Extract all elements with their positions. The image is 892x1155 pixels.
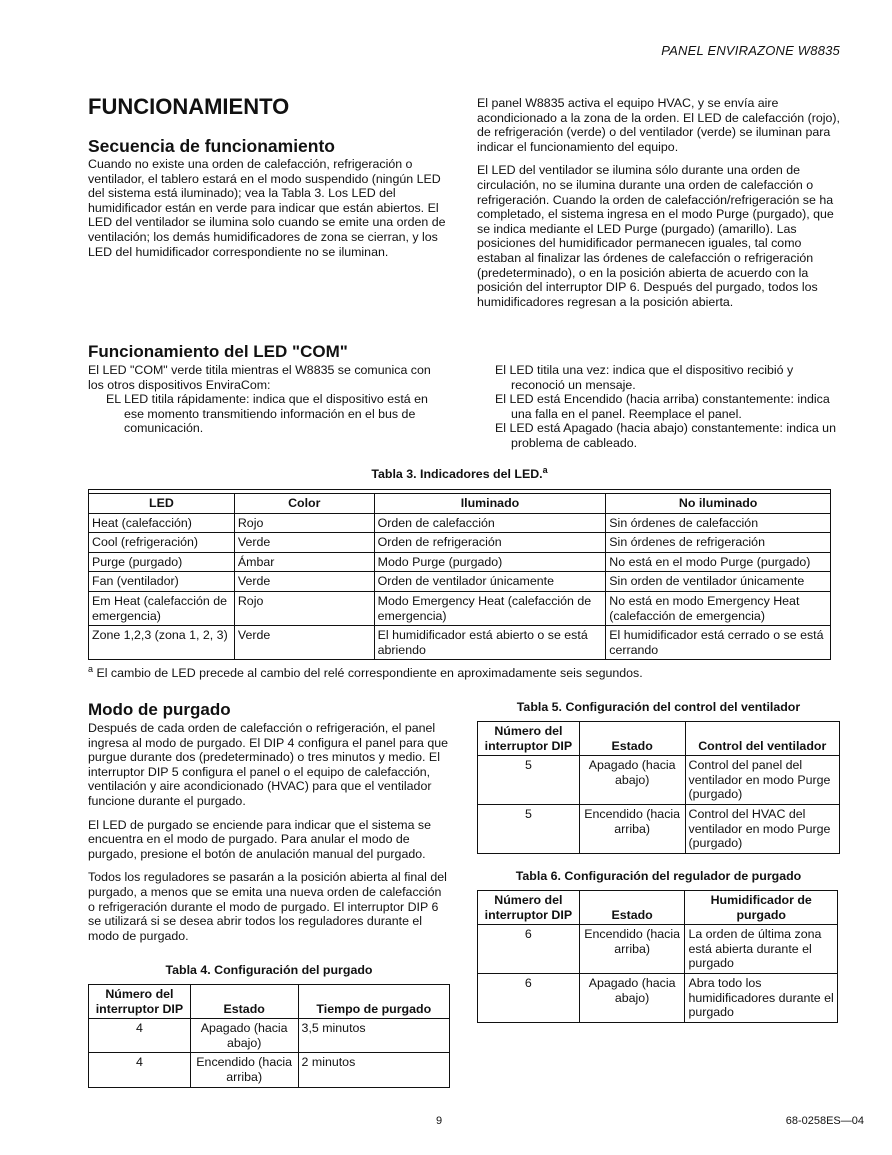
paragraph: Todos los reguladores se pasarán a la posición abierta al final del purgado, a menos que se emita una nueva orden de calefacción o refrigeración durante el modo de purgado. El interruptor DIP 6 se utilizará si se desea abrir todos los reguladores durante el modo de purgado. [88,870,447,943]
led-com-left-column [88,363,450,436]
table3-caption [88,464,831,482]
secuencia-right-column [477,96,843,309]
table3-footnote [88,663,831,681]
table-cell: 3,5 minutos [298,1019,449,1053]
column-header: Estado [190,985,298,1019]
table-row [478,925,838,974]
table-cell: Orden de calefacción [374,513,606,533]
table-cell: Ámbar [234,552,374,572]
column-header: Número del interruptor DIP [478,722,580,756]
subheading-secuencia: Secuencia de funcionamiento [88,136,335,156]
table-cell: Verde [234,626,374,660]
table-header-row [89,494,831,514]
table-cell: La orden de última zona está abierta durante el purgado [685,925,838,974]
table-cell: Sin órdenes de refrigeración [606,533,831,553]
table-cell: Control del HVAC del ventilador en modo Purge (purgado) [685,804,839,853]
list-item: El LED titila una vez: indica que el dispositivo recibió y reconoció un mensaje. [495,363,794,392]
table-row [89,1019,450,1053]
table-cell: Verde [234,572,374,592]
table-cell: 2 minutos [298,1053,449,1087]
table-cell: 4 [89,1053,191,1087]
column-header: Estado [579,891,685,925]
column-header: Tiempo de purgado [298,985,449,1019]
section-heading-funcionamiento: FUNCIONAMIENTO [88,94,290,119]
caption-text: Tabla 3. Indicadores del LED. [371,467,543,481]
secuencia-left-paragraph [88,157,450,259]
table-row [478,973,838,1022]
table-cell: 6 [478,925,580,974]
table-cell: Em Heat (calefacción de emergencia) [89,591,235,625]
table-cell: Fan (ventilador) [89,572,235,592]
table-row [89,533,831,553]
table4-purge-config [88,984,450,1088]
list-item: El LED está Encendido (hacia arriba) constantemente: indica una falla en el panel. Reemplace el panel. [495,392,830,421]
table-cell: 5 [478,804,580,853]
table-cell: Abra todo los humidificadores durante el purgado [685,973,838,1022]
table6-damper-config [477,890,838,1023]
list-item: EL LED titila rápidamente: indica que el dispositivo está en ese momento transmitiendo información en el bus de comunicación. [106,392,428,436]
table-cell: Apagado (hacia abajo) [579,756,685,805]
table-cell: Apagado (hacia abajo) [190,1019,298,1053]
column-header: No iluminado [606,494,831,514]
table-cell: Purge (purgado) [89,552,235,572]
footnote-marker: a [542,464,548,475]
table5-caption: Tabla 5. Configuración del control del ventilador [516,700,801,714]
column-header: Control del ventilador [685,722,839,756]
table-cell: Orden de refrigeración [374,533,606,553]
paragraph: Después de cada orden de calefacción o refrigeración, el panel ingresa al modo de purgado. El DIP 4 configura el panel para que purgue durante dos (predeterminado) o tres minutos y medio. El interruptor DIP 5 configura el panel o el equipo de calefacción, ventilación y aire acondicionado (HVAC) para que el ventilador funcione durante el purgado. [88,721,449,808]
table-cell: No está en modo Emergency Heat (calefacción de emergencia) [606,591,831,625]
table-cell: El humidificador está cerrado o se está cerrando [606,626,831,660]
table-header-row [89,985,450,1019]
table-cell: Sin orden de ventilador únicamente [606,572,831,592]
column-header: Color [234,494,374,514]
modo-purgado-text [88,721,450,943]
table-cell: Encendido (hacia arriba) [579,925,685,974]
table-header-row [478,722,840,756]
table-cell: Encendido (hacia arriba) [579,804,685,853]
table-cell: Rojo [234,591,374,625]
paragraph: El panel W8835 activa el equipo HVAC, y se envía aire acondicionado a la zona de la orden. El LED de calefacción (rojo), de refrigeración (verde) o del ventilador (verde) se iluminan para indicar el funcionamiento del equipo. [477,96,840,154]
led-com-right-column [495,363,843,451]
table-cell: Control del panel del ventilador en modo Purge (purgado) [685,756,839,805]
table4-caption: Tabla 4. Configuración del purgado [165,963,373,977]
table-row [89,552,831,572]
table-cell: Orden de ventilador únicamente [374,572,606,592]
column-header: LED [89,494,235,514]
list-item: El LED está Apagado (hacia abajo) constantemente: indica un problema de cableado. [495,421,836,450]
table-cell: Cool (refrigeración) [89,533,235,553]
table-cell: Rojo [234,513,374,533]
table-row [89,1053,450,1087]
table-row [89,591,831,625]
subheading-led-com: Funcionamiento del LED "COM" [88,342,348,361]
table-cell: 5 [478,756,580,805]
table-cell: El humidificador está abierto o se está abriendo [374,626,606,660]
table-row [89,626,831,660]
table5-fan-control [477,721,840,854]
column-header: Humidificador de purgado [685,891,838,925]
table-cell: Zone 1,2,3 (zona 1, 2, 3) [89,626,235,660]
column-header: Número del interruptor DIP [89,985,191,1019]
column-header: Número del interruptor DIP [478,891,580,925]
table3-led-indicators [88,489,831,660]
subheading-modo-purgado: Modo de purgado [88,700,231,719]
table6-caption: Tabla 6. Configuración del regulador de purgado [515,869,802,883]
table-cell: Encendido (hacia arriba) [190,1053,298,1087]
column-header: Estado [579,722,685,756]
table-row [89,513,831,533]
table-row [89,572,831,592]
table-cell: Modo Purge (purgado) [374,552,606,572]
column-header: Iluminado [374,494,606,514]
table-cell: Verde [234,533,374,553]
paragraph: Cuando no existe una orden de calefacción, refrigeración o ventilador, el tablero estará en el modo suspendido (ningún LED del sistema está iluminado); vea la Tabla 3. Los LED del humidificador están en verde para indicar que están abiertos. El LED del ventilador se ilumina solo cuando se emite una orden de ventilación; los demás humidificadores de zona se cierran, y los LED del humidificador correspondiente no se iluminan. [88,157,446,259]
table-cell: Sin órdenes de calefacción [606,513,831,533]
table-cell: 4 [89,1019,191,1053]
page-number: 9 [436,1115,443,1127]
table-cell: 6 [478,973,580,1022]
footnote-text: El cambio de LED precede al cambio del relé correspondiente en aproximadamente seis segundos. [96,666,643,680]
table-cell: Heat (calefacción) [89,513,235,533]
paragraph: El LED del ventilador se ilumina sólo durante una orden de circulación, no se ilumina durante una orden de calefacción o refrigeración. Cuando la orden de calefacción/refrigeración se ha completado, el sistema ingresa en el modo Purge (purgado), que se indica mediante el LED Purge (purgado) (amarillo). Las posiciones del humidificador permanecen iguales, tal como estaban al finalizar las órdenes de calefacción o refrigeración (predeterminado), o en la posición abierta de acuerdo con la posición del interruptor DIP 6. Después del purgado, todos los humidificadores regresan a la posición abierta. [477,163,834,309]
paragraph: El LED de purgado se enciende para indicar que el sistema se encuentra en el modo de purgado. Para anular el modo de purgado, presione el botón de anulación manual del purgado. [88,817,432,861]
running-header: PANEL ENVIRAZONE W8835 [661,43,840,58]
footnote-marker: a [88,663,94,674]
table-row [478,756,840,805]
document-code: 68-0258ES—04 [785,1115,864,1127]
table-cell: Modo Emergency Heat (calefacción de emergencia) [374,591,606,625]
paragraph: El LED "COM" verde titila mientras el W8835 se comunica con los otros dispositivos EnviraCom: [88,363,431,392]
table-row [478,804,840,853]
table-cell: No está en el modo Purge (purgado) [606,552,831,572]
table-cell: Apagado (hacia abajo) [579,973,685,1022]
table-header-row [478,891,838,925]
